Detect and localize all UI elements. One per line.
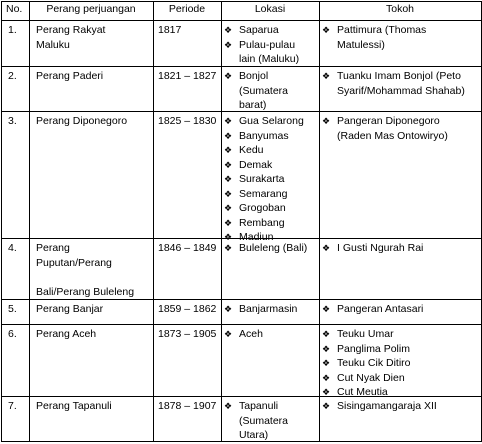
lokasi-item: barat) bbox=[239, 99, 267, 111]
header-tokoh-cell bbox=[319, 1, 481, 20]
perang-name-line: Bali/Perang Buleleng bbox=[36, 285, 135, 298]
lokasi-item: Banyumas bbox=[239, 129, 289, 142]
header-tokoh: Tokoh bbox=[385, 3, 415, 15]
diamond-bullet-icon: ❖ bbox=[224, 401, 233, 411]
periode-value: 1878 – 1907 bbox=[158, 400, 217, 412]
perang-name-line: Maluku bbox=[36, 38, 70, 51]
lokasi-item: Aceh bbox=[239, 328, 263, 340]
lokasi-item: (Sumatera bbox=[239, 414, 289, 427]
diamond-bullet-icon: ❖ bbox=[224, 25, 233, 35]
header-periode-cell bbox=[153, 1, 221, 20]
diamond-bullet-icon: ❖ bbox=[322, 387, 331, 397]
perang-name-line: Perang Rakyat bbox=[36, 24, 106, 36]
tokoh-item: Teuku Cik Ditiro bbox=[337, 357, 411, 369]
row-number: 2. bbox=[8, 70, 17, 82]
header-no-cell bbox=[1, 1, 29, 20]
tokoh-item: Cut Nyak Dien bbox=[337, 371, 405, 384]
lokasi-item: Madiun bbox=[239, 231, 274, 243]
table-row bbox=[0, 299, 482, 324]
lokasi-item: Pulau-pulau bbox=[239, 38, 296, 51]
diamond-bullet-icon: ❖ bbox=[224, 174, 233, 184]
perang-name-line: Perang Aceh bbox=[36, 328, 97, 340]
row-number: 3. bbox=[8, 115, 17, 127]
diamond-bullet-icon: ❖ bbox=[322, 358, 331, 368]
tokoh-item: Matulessi) bbox=[337, 38, 385, 51]
perang-name-line: Perang Banjar bbox=[36, 303, 104, 315]
diamond-bullet-icon: ❖ bbox=[322, 243, 331, 253]
tokoh-item: Syarif/Mohammad Shahab) bbox=[337, 84, 465, 97]
lokasi-item: (Sumatera bbox=[239, 84, 289, 97]
tokoh-item: Sisingamangaraja XII bbox=[337, 400, 437, 412]
lokasi-item: Rembang bbox=[239, 216, 285, 229]
perang-name-line: Perang Tapanuli bbox=[36, 400, 112, 412]
lokasi-item: Banjarmasin bbox=[239, 303, 298, 315]
diamond-bullet-icon: ❖ bbox=[322, 329, 331, 339]
header-periode: Periode bbox=[168, 3, 206, 15]
diamond-bullet-icon: ❖ bbox=[224, 39, 233, 50]
header-perang: Perang perjuangan bbox=[46, 3, 136, 15]
table-row bbox=[0, 396, 482, 441]
header-lokasi-cell bbox=[221, 1, 319, 20]
perang-name-line: Puputan/Perang bbox=[36, 256, 112, 269]
table-row bbox=[0, 238, 482, 299]
tokoh-item: Pangeran Antasari bbox=[337, 303, 424, 315]
tokoh-item: Tuanku Imam Bonjol (Peto bbox=[337, 70, 461, 82]
table-row bbox=[0, 111, 482, 243]
table-row bbox=[0, 324, 482, 396]
lokasi-item: lain (Maluku) bbox=[239, 53, 300, 65]
table-row bbox=[0, 66, 482, 111]
lokasi-item: Utara) bbox=[239, 429, 269, 441]
diamond-bullet-icon: ❖ bbox=[322, 304, 331, 314]
diamond-bullet-icon: ❖ bbox=[224, 188, 233, 199]
lokasi-item: Kedu bbox=[239, 144, 264, 156]
diamond-bullet-icon: ❖ bbox=[224, 232, 233, 242]
diamond-bullet-icon: ❖ bbox=[224, 304, 233, 314]
diamond-bullet-icon: ❖ bbox=[322, 116, 331, 126]
diamond-bullet-icon: ❖ bbox=[224, 145, 233, 155]
lokasi-item: Gua Selarong bbox=[239, 115, 304, 127]
tokoh-item: Teuku Umar bbox=[337, 328, 394, 340]
table-row bbox=[0, 20, 482, 66]
diamond-bullet-icon: ❖ bbox=[224, 71, 233, 81]
diamond-bullet-icon: ❖ bbox=[224, 243, 233, 253]
row-number: 1. bbox=[8, 24, 17, 36]
row-number: 5. bbox=[8, 303, 17, 315]
lokasi-item: Saparua bbox=[239, 24, 279, 36]
lokasi-item: Semarang bbox=[239, 187, 288, 200]
diamond-bullet-icon: ❖ bbox=[322, 343, 331, 354]
periode-value: 1821 – 1827 bbox=[158, 70, 217, 82]
perang-name-line: Perang Diponegoro bbox=[36, 115, 128, 127]
lokasi-item: Bonjol bbox=[239, 70, 269, 82]
diamond-bullet-icon: ❖ bbox=[322, 25, 331, 35]
row-number: 4. bbox=[8, 242, 17, 254]
lokasi-item: Tapanuli bbox=[239, 400, 279, 412]
lokasi-item: Grogoban bbox=[239, 202, 286, 214]
diamond-bullet-icon: ❖ bbox=[224, 159, 233, 170]
perang-name-line: Perang bbox=[36, 242, 70, 254]
lokasi-item: Surakarta bbox=[239, 173, 285, 185]
perang-name-line: Perang Paderi bbox=[36, 70, 104, 82]
lokasi-item: Buleleng (Bali) bbox=[239, 242, 308, 254]
periode-value: 1859 – 1862 bbox=[158, 303, 217, 315]
header-perang-cell bbox=[29, 1, 153, 20]
row-number: 7. bbox=[8, 400, 17, 412]
header-lokasi: Lokasi bbox=[254, 3, 286, 15]
diamond-bullet-icon: ❖ bbox=[224, 217, 233, 228]
diamond-bullet-icon: ❖ bbox=[224, 116, 233, 126]
lokasi-item: Demak bbox=[239, 158, 273, 171]
diamond-bullet-icon: ❖ bbox=[322, 372, 331, 383]
tokoh-item: Panglima Polim bbox=[337, 342, 410, 355]
header-no: No. bbox=[6, 3, 23, 15]
tokoh-item: Pattimura (Thomas bbox=[337, 24, 427, 36]
periode-value: 1873 – 1905 bbox=[158, 328, 217, 340]
diamond-bullet-icon: ❖ bbox=[224, 329, 233, 339]
periode-value: 1825 – 1830 bbox=[158, 115, 217, 127]
diamond-bullet-icon: ❖ bbox=[224, 203, 233, 213]
diamond-bullet-icon: ❖ bbox=[322, 401, 331, 411]
diamond-bullet-icon: ❖ bbox=[322, 71, 331, 81]
tokoh-item: I Gusti Ngurah Rai bbox=[337, 242, 424, 254]
tokoh-item: (Raden Mas Ontowiryo) bbox=[337, 129, 448, 142]
periode-value: 1817 bbox=[158, 24, 182, 36]
row-number: 6. bbox=[8, 328, 17, 340]
periode-value: 1846 – 1849 bbox=[158, 242, 217, 254]
diamond-bullet-icon: ❖ bbox=[224, 130, 233, 141]
tokoh-item: Pangeran Diponegoro bbox=[337, 115, 440, 127]
tokoh-item: Cut Meutia bbox=[337, 386, 388, 398]
